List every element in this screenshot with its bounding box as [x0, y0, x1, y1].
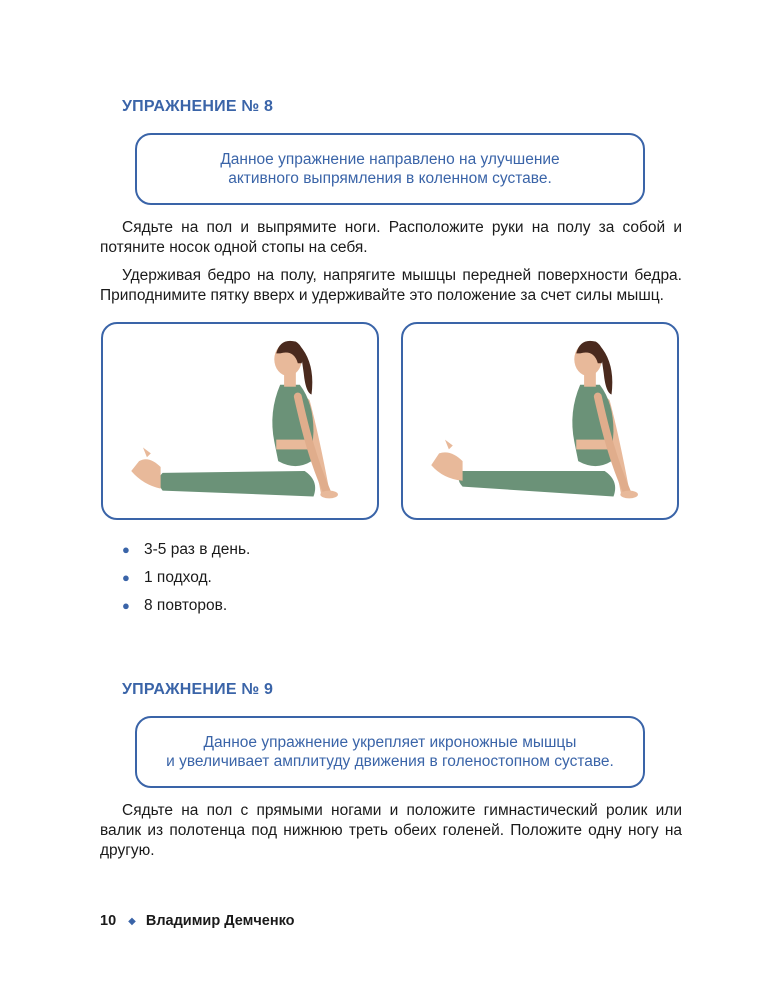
exercise-8-paragraph-1: Сядьте на пол и выпрямите ноги. Расположите руки на полу за собой и потяните носок одной стопы на себя.: [100, 219, 682, 256]
author-name: Владимир Демченко: [145, 913, 295, 929]
bullet-icon: ●: [122, 542, 130, 557]
exercise-photo-heel-raised: [401, 322, 679, 520]
goal-line: Данное упражнение направлено на улучшение: [220, 151, 560, 168]
page-number: 10: [100, 913, 117, 929]
bullet-icon: ●: [122, 598, 130, 613]
exercise-8-heading: УПРАЖНЕНИЕ № 8: [122, 98, 274, 115]
exercise-8-paragraph-2: Удерживая бедро на полу, напрягите мышцы передней поверхности бедра. Приподнимите пятку вверх и удерживайте это положение за счет силы мышц.: [100, 267, 682, 304]
goal-line: Данное упражнение укрепляет икроножные мышцы: [203, 734, 577, 751]
seated-woman-heel-raised-illustration: [403, 324, 677, 518]
diamond-separator-icon: ◆: [128, 915, 136, 927]
list-item: ● 3-5 раз в день.: [122, 538, 250, 566]
exercise-9-paragraph-1: Сядьте на пол с прямыми ногами и положите гимнастический ролик или валик из полотенца под нижнюю треть обеих голеней. Положите одну ногу на другую.: [100, 802, 682, 859]
exercise-9-heading: УПРАЖНЕНИЕ № 9: [122, 681, 274, 698]
exercise-photo-start: [101, 322, 379, 520]
list-item: ● 8 повторов.: [122, 594, 250, 622]
bullet-icon: ●: [122, 570, 130, 585]
exercise-9-goal-box: [135, 716, 645, 788]
list-item: ● 1 подход.: [122, 566, 250, 594]
page-footer: [100, 913, 295, 929]
repetition-list: [122, 538, 250, 622]
exercise-8-goal-box: [135, 133, 645, 205]
seated-woman-illustration: [103, 324, 377, 518]
goal-line: активного выпрямления в коленном суставе.: [228, 170, 552, 187]
goal-line: и увеличивает амплитуду движения в голеностопном суставе.: [166, 753, 614, 770]
